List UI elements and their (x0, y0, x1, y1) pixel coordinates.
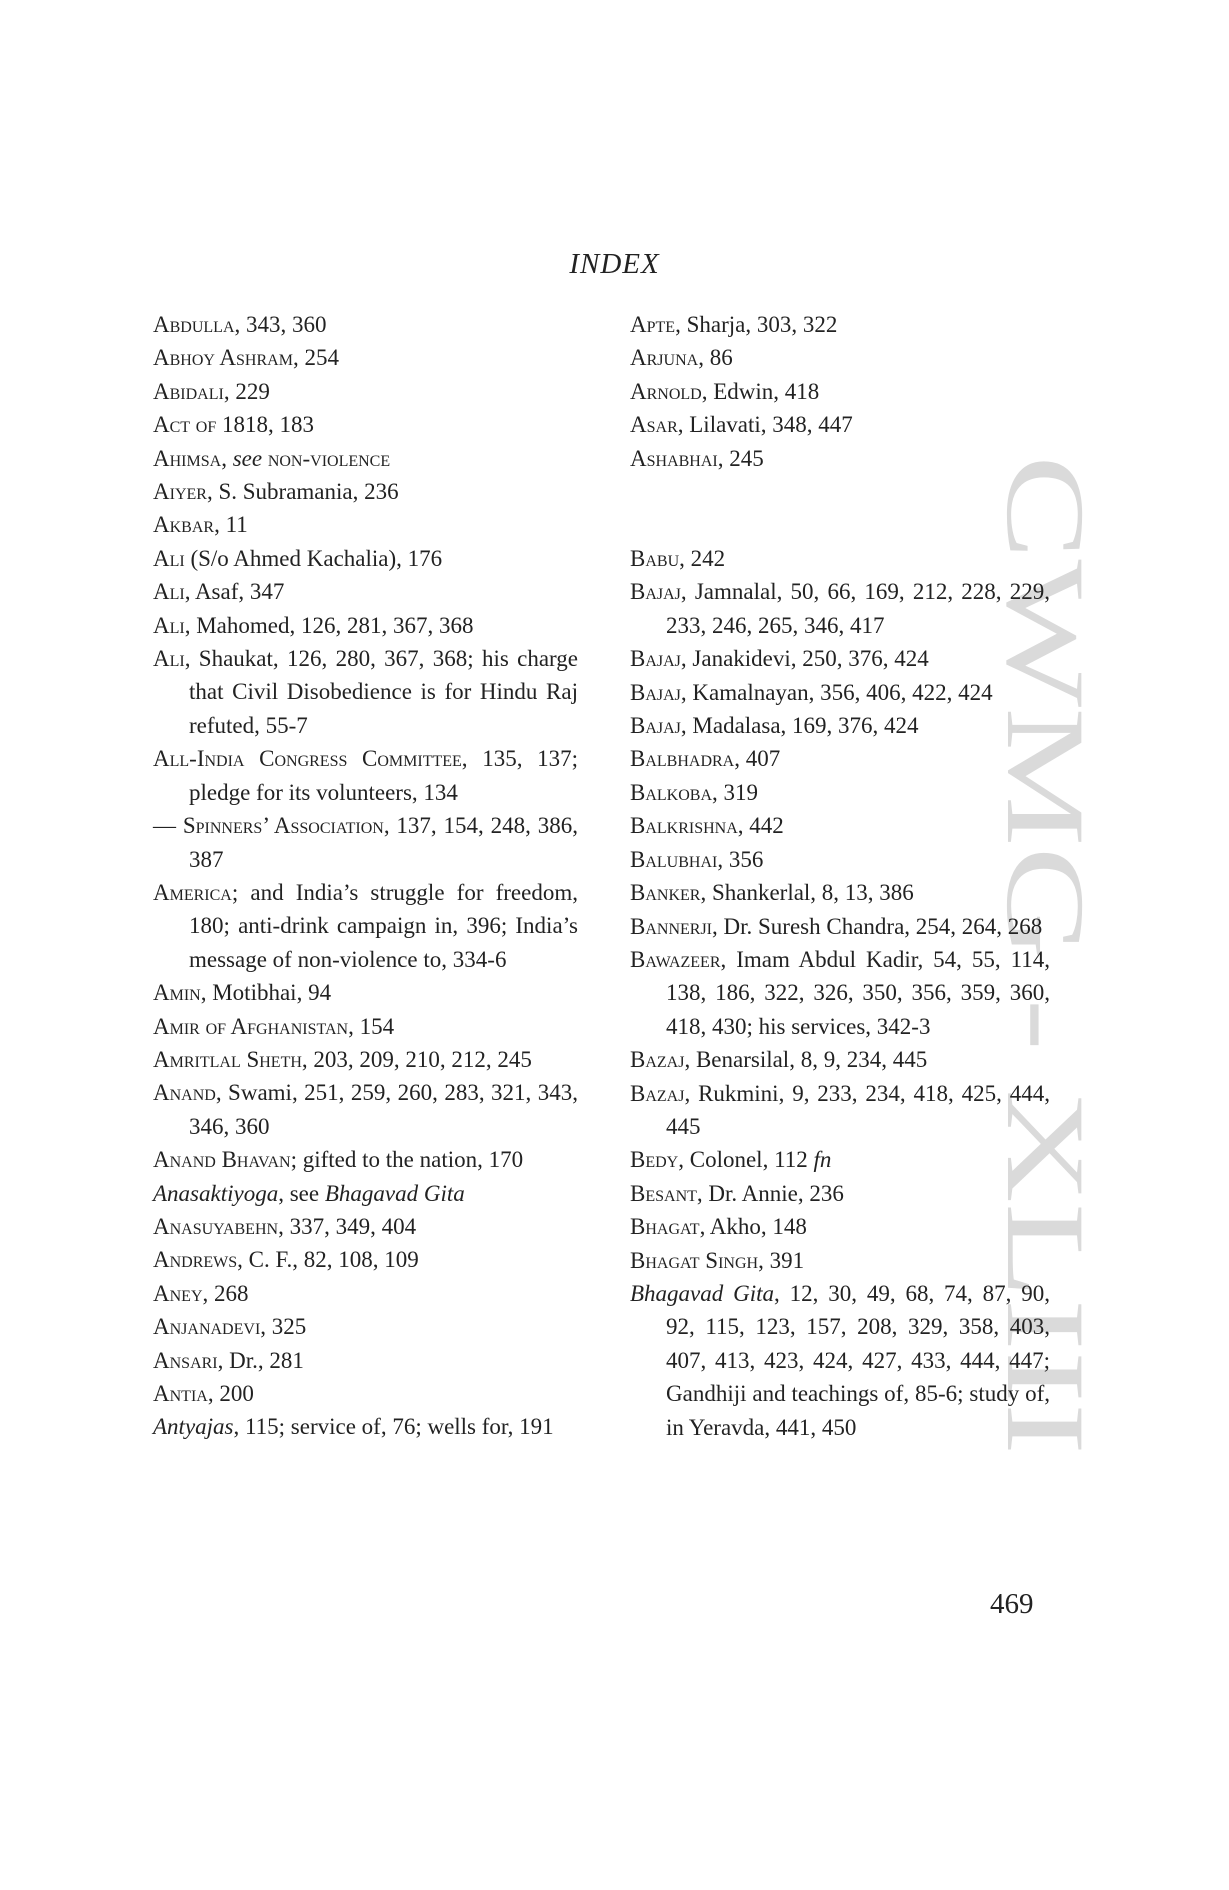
index-entry (153, 1076, 578, 1143)
entry-heading: Abidali (153, 378, 224, 404)
entry-text: , Janakidevi, 250, 376, 424 (680, 646, 929, 672)
index-entry (153, 976, 578, 1009)
index-entry (630, 876, 1050, 909)
entry-heading: All-India Congress Committee (153, 746, 462, 772)
index-column-left (153, 308, 578, 1444)
entry-heading: Ali (153, 612, 185, 638)
entry-see: see (232, 445, 263, 471)
entry-heading: Besant (630, 1180, 697, 1206)
entry-heading: Ahimsa (153, 445, 222, 471)
index-entry (630, 676, 1050, 709)
entry-text: , Imam Abdul Kadir, 54, 55, 114, 138, 186, 322, 326, 350, 356, 359, 360, 418, 430; his services, 342-3 (666, 946, 1050, 1039)
entry-heading: Anand (153, 1080, 216, 1106)
entry-text: , Sharja, 303, 322 (675, 312, 838, 337)
entry-text: , 337, 349, 404 (278, 1213, 417, 1239)
entry-text: , 245 (717, 445, 764, 471)
entry-text: , Swami, 251, 259, 260, 283, 321, 343, 346, 360 (189, 1080, 578, 1139)
entry-text: , 242 (679, 546, 726, 572)
index-entry (630, 1143, 1050, 1176)
index-entry (630, 575, 1050, 642)
entry-heading: Aiyer (153, 479, 207, 505)
entry-text: , Dr., 281 (217, 1347, 304, 1373)
entry-text: , 135, 137; pledge for its volunteers, 134 (189, 746, 578, 805)
index-entry (630, 1077, 1050, 1144)
entry-text: , Shaukat, 126, 280, 367, 368; his charge that Civil Disobedience is for Hindu Raj refuted, 55-7 (184, 646, 578, 738)
index-entry (630, 1043, 1050, 1076)
index-entry (630, 709, 1050, 742)
entry-heading: Bhagavad Gita (630, 1280, 775, 1306)
index-entry (630, 943, 1050, 1043)
entry-heading: Bajaj (630, 713, 681, 739)
index-entry (153, 876, 578, 976)
entry-heading: Bazaj (630, 1047, 685, 1073)
entry-text: , 229 (223, 378, 270, 404)
entry-cross-ref: non-violence (262, 445, 391, 471)
entry-heading: Balbhadra (630, 746, 735, 772)
index-entry (630, 442, 1050, 475)
entry-text: , 391 (758, 1247, 805, 1273)
entry-text: , Motibhai, 94 (200, 980, 332, 1006)
entry-heading: Abdulla (153, 312, 235, 337)
entry-heading: Balubhai (630, 846, 718, 872)
entry-heading: America (153, 879, 232, 905)
entry-heading: Amir of Afghanistan (153, 1013, 349, 1039)
index-entry (153, 1410, 578, 1443)
entry-text: , Asaf, 347 (184, 579, 285, 605)
entry-heading: Ansari (153, 1347, 218, 1373)
entry-heading: Arnold (630, 378, 702, 404)
entry-heading: Bazaj (630, 1080, 685, 1106)
entry-text: , Madalasa, 169, 376, 424 (680, 713, 919, 739)
index-entry (153, 1344, 578, 1377)
entry-text: , 254 (292, 345, 339, 371)
entry-heading: — Spinners’ Association (153, 813, 384, 839)
index-entry (153, 375, 578, 408)
index-entry (630, 1277, 1050, 1444)
entry-text: (S/o Ahmed Kachalia), 176 (184, 545, 443, 571)
index-entry (153, 341, 578, 374)
entry-heading: Bedy (630, 1147, 679, 1173)
index-entry (153, 1210, 578, 1243)
entry-text: , 203, 209, 210, 212, 245 (301, 1046, 532, 1072)
index-entry (153, 809, 578, 876)
index-entry (630, 1244, 1050, 1277)
index-entry (153, 642, 578, 742)
entry-heading: Apte (630, 312, 676, 337)
entry-text: , Dr. Suresh Chandra, 254, 264, 268 (712, 913, 1043, 939)
entry-text: , S. Subramania, 236 (206, 479, 399, 505)
entry-heading: Arjuna (630, 345, 699, 371)
index-entry (630, 341, 1050, 374)
entry-heading: Akbar (153, 512, 215, 538)
index-entry (630, 910, 1050, 943)
entry-heading: Balkoba (630, 779, 713, 805)
entry-text: , 137, 154, 248, 386, 387 (189, 813, 579, 872)
entry-heading: Bhagat Singh (630, 1247, 759, 1273)
entry-text: , see (278, 1180, 325, 1206)
entry-heading: Amritlal Sheth (153, 1046, 302, 1072)
index-entry (630, 542, 1050, 575)
entry-heading: Babu (630, 546, 680, 572)
entry-heading: Banker (630, 880, 701, 906)
entry-heading: Amin (153, 980, 201, 1006)
entry-heading: Bannerji (630, 913, 713, 939)
entry-text: , 86 (698, 345, 733, 371)
entry-text: , Jamnalal, 50, 66, 169, 212, 228, 229, 233, 246, 265, 346, 417 (666, 579, 1050, 638)
entry-heading: Ashabhai (630, 445, 718, 471)
entry-text: , Rukmini, 9, 233, 234, 418, 425, 444, 445 (666, 1080, 1050, 1139)
index-column-right (630, 308, 1050, 1444)
entry-heading: Abhoy Ashram (153, 345, 293, 371)
entry-text: , 115; service of, 76; wells for, 191 (233, 1414, 554, 1440)
entry-text: , Mahomed, 126, 281, 367, 368 (184, 612, 474, 638)
entry-text: , 325 (260, 1314, 307, 1340)
entry-heading: Ali (153, 545, 185, 571)
index-entry (153, 1277, 578, 1310)
index-entry (153, 1043, 578, 1076)
entry-text: , 200 (207, 1381, 254, 1406)
entry-text: , C. F., 82, 108, 109 (237, 1247, 419, 1273)
entry-text: , 343, 360 (234, 312, 327, 337)
entry-italic: Bhagavad Gita (324, 1180, 465, 1206)
entry-text: ; gifted to the nation, 170 (290, 1147, 524, 1173)
entry-text: , 12, 30, 49, 68, 74, 87, 90, 92, 115, 123, 157, 208, 329, 358, 403, 407, 413, 423, 424, 427, 433, 444, 447; Gandhiji and teachings of, 85-6; study of, in Yeravda, 441, 450 (666, 1280, 1051, 1440)
entry-heading: Asar (630, 412, 678, 438)
index-entry (153, 542, 578, 575)
entry-text: , 268 (202, 1280, 249, 1306)
index-entry (153, 1243, 578, 1276)
page-title: INDEX (569, 248, 660, 280)
entry-text: , Lilavati, 348, 447 (677, 412, 853, 438)
index-entry (153, 609, 578, 642)
index-entry (153, 475, 578, 508)
index-entry (630, 375, 1050, 408)
entry-heading: Anasuyabehn (153, 1213, 279, 1239)
index-entry (630, 809, 1050, 842)
entry-heading: Ali (153, 646, 185, 672)
index-entry (630, 843, 1050, 876)
index-entry (630, 776, 1050, 809)
index-entry (153, 308, 578, 341)
entry-text: , 356 (717, 846, 764, 872)
entry-text: , 442 (737, 813, 784, 839)
entry-text: , Dr. Annie, 236 (696, 1180, 844, 1206)
entry-text: , Colonel, 112 (678, 1147, 814, 1173)
index-entry (153, 508, 578, 541)
entry-heading: Antyajas (153, 1414, 234, 1440)
entry-text: , 319 (712, 779, 759, 805)
entry-heading: Ali (153, 579, 185, 605)
entry-heading: Act of (153, 412, 217, 438)
index-entry (153, 1143, 578, 1176)
index-entry (630, 1210, 1050, 1243)
entry-text: ; and India’s struggle for freedom, 180; anti-drink campaign in, 396; India’s message of non-violence to, 334-6 (189, 879, 578, 972)
index-entry (153, 1377, 578, 1410)
index-entry (153, 442, 578, 475)
entry-heading: Aney (153, 1280, 203, 1306)
entry-heading: Andrews (153, 1247, 238, 1273)
entry-text: , 11 (214, 512, 248, 538)
index-entry (630, 1177, 1050, 1210)
index-entry (630, 642, 1050, 675)
watermark-text: CWMG - XLIII (983, 455, 1107, 1171)
index-entry (153, 1177, 578, 1210)
entry-heading: Bajaj (630, 679, 681, 705)
index-entry (153, 1310, 578, 1343)
page-number: 469 (990, 1588, 1034, 1620)
entry-heading: Bajaj (630, 646, 681, 672)
index-entry (153, 742, 578, 809)
index-entry (630, 742, 1050, 775)
entry-text: , Benarsilal, 8, 9, 234, 445 (684, 1047, 928, 1073)
entry-heading: Anand Bhavan (153, 1147, 291, 1173)
index-entry (630, 408, 1050, 441)
entry-heading: Bawazeer (630, 946, 721, 972)
entry-text: , Akho, 148 (699, 1214, 807, 1240)
entry-text: , 407 (734, 746, 781, 772)
index-entry (153, 1010, 578, 1043)
entry-italic: fn (813, 1147, 832, 1173)
entry-heading: Bajaj (630, 579, 681, 605)
entry-text: , (221, 445, 233, 471)
index-entry (153, 408, 578, 441)
entry-heading: Anasaktiyoga (153, 1180, 279, 1206)
entry-heading: Antia (153, 1381, 208, 1406)
entry-text: , Edwin, 418 (701, 378, 820, 404)
entry-heading: Balkrishna (630, 813, 738, 839)
entry-text: , Shankerlal, 8, 13, 386 (700, 880, 914, 906)
entry-heading: Anjanadevi (153, 1314, 261, 1340)
entry-text: , 154 (348, 1013, 395, 1039)
entry-text: , Kamalnayan, 356, 406, 422, 424 (680, 679, 993, 705)
entry-heading: Bhagat (630, 1214, 700, 1240)
index-entry (153, 575, 578, 608)
entry-text: 1818, 183 (216, 412, 315, 438)
index-entry (630, 308, 1050, 341)
